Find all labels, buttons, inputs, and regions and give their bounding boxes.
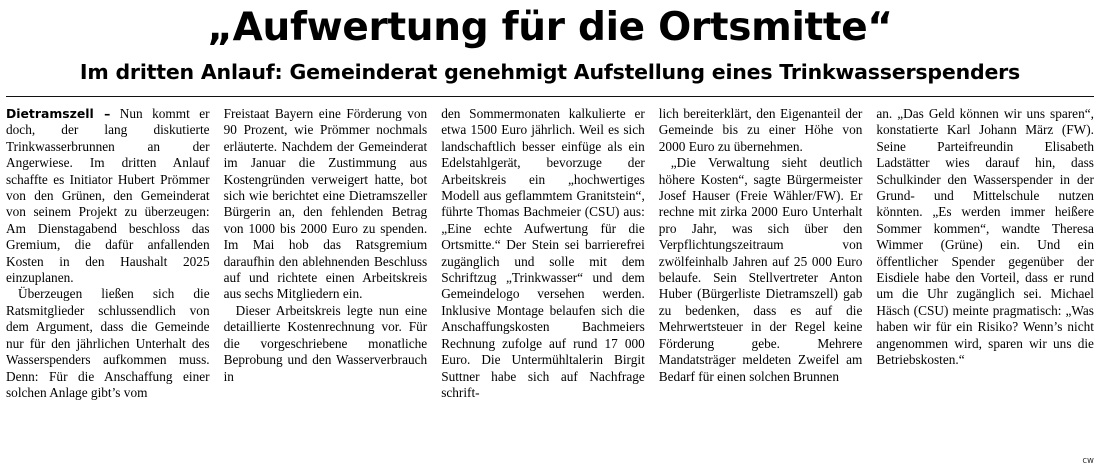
dateline: Dietramszell –: [6, 106, 111, 121]
paragraph: Überzeugen ließen sich die Ratsmitglieder schlussendlich von dem Argument, dass die Gemeinde nur für den jährlichen Unterhalt des Wasserspenders aufkommen muss. Denn: Für die Anschaffung einer solchen Anlage gibt’s vom: [6, 286, 210, 400]
header-divider: [6, 96, 1094, 97]
column-4: [659, 106, 877, 385]
paragraph: den Sommermonaten kalkulierte er etwa 1500 Euro jährlich. Weil es sich landschaftlich besser einfüge als ein Edelstahlgerät, bevorzuge der Arbeitskreis ein „hochwertiges Modell aus geflammtem Granitstein“, führte Thomas Bachmeier (CSU) aus: „Eine echte Aufwertung für die Ortsmitte.“ Der Stein sei barrierefrei zugänglich und solle mit dem Schriftzug „Trinkwasser“ und dem Gemeindelogo versehen werden. Inklusive Montage belaufen sich die Anschaffungskosten Bachmeiers Rechnung zufolge auf rund 17 000 Euro. Die Untermühltalerin Birgit Suttner habe sich auf Nachfrage schrift-: [441, 106, 645, 400]
article-page: [0, 6, 1100, 467]
paragraph: Freistaat Bayern eine Förderung von 90 Prozent, wie Prömmer nochmals erläuterte. Nachdem der Gemeinderat im Januar die Zustimmung aus Kostengründen verweigert hatte, bot sich wie berichtet eine Dietramszeller Bürgerin an, den fehlenden Betrag von 1000 bis 2000 Euro zu spenden. Im Mai hob das Ratsgremium daraufhin den ablehnenden Beschluss auf und richtete einen Arbeitskreis aus sechs Mitgliedern ein.: [223, 106, 428, 302]
column-3: [441, 106, 659, 401]
article-columns: [0, 106, 1100, 401]
subheadline: Im dritten Anlauf: Gemeinderat genehmigt Aufstellung eines Trinkwasserspenders: [79, 60, 1021, 84]
author-credit: cw: [1082, 456, 1094, 466]
column-1: [6, 106, 224, 401]
paragraph: Dieser Arbeitskreis legte nun eine detaillierte Kostenrechnung vor. Für die vorgeschriebene monatliche Beprobung und den Wasserverbrauch in: [223, 302, 428, 384]
page-title: „Aufwertung für die Ortsmitte“: [207, 5, 893, 50]
paragraph: „Die Verwaltung sieht deutlich höhere Kosten“, sagte Bürgermeister Josef Hauser (Freie Wähler/FW). Er rechne mit zirka 2000 Euro Unterhalt pro Jahr, was sich über den Verpflichtungszeitraum von zwölfeinhalb Jahren auf 25 000 Euro belaufe. Sein Stellvertreter Anton Huber (Bürgerliste Dietramszell) gab zu bedenken, dass es auf die Mehrwertsteuer in der Regel keine Förderung gebe. Mehrere Mandatsträger meldeten Zweifel am Bedarf für einen solchen Brunnen: [658, 155, 863, 384]
column-2: [224, 106, 442, 385]
paragraph: an. „Das Geld können wir uns sparen“, konstatierte Karl Johann März (FW). Seine Parteifreundin Elisabeth Ladstätter wies darauf hin, dass Schulkinder den Wasserspender in der Grund- und Mittelschule nutzen könnten. „Es werden immer heißere Sommer kommen“, wandte Theresa Wimmer (Grüne) ein. Und ein öffentlicher Spender gegenüber der Eisdiele habe den Vorteil, dass er rund um die Uhr zugänglich sei. Michael Häsch (CSU) meinte pragmatisch: „Was haben wir für ein Risiko? Wenn’s nicht angenommen wird, sparen wir uns die Betriebskosten.“: [876, 106, 1094, 368]
column-5: [876, 106, 1094, 369]
paragraph-text: Nun kommt er doch, der lang diskutierte Trinkwasserbrunnen an der Angerwiese. Im dritten Anlauf schaffte es Initiator Hubert Prömmer von den Grünen, den Gemeinderat von seinem Projekt zu überzeugen: Am Dienstagabend beschloss das Gremium, die dafür anfallenden Kosten in den Haushalt 2025 einzuplanen.: [6, 106, 210, 286]
paragraph: lich bereiterklärt, den Eigenanteil der Gemeinde bis zu einer Höhe von 2000 Euro zu übernehmen.: [658, 106, 863, 154]
paragraph: [6, 106, 210, 286]
